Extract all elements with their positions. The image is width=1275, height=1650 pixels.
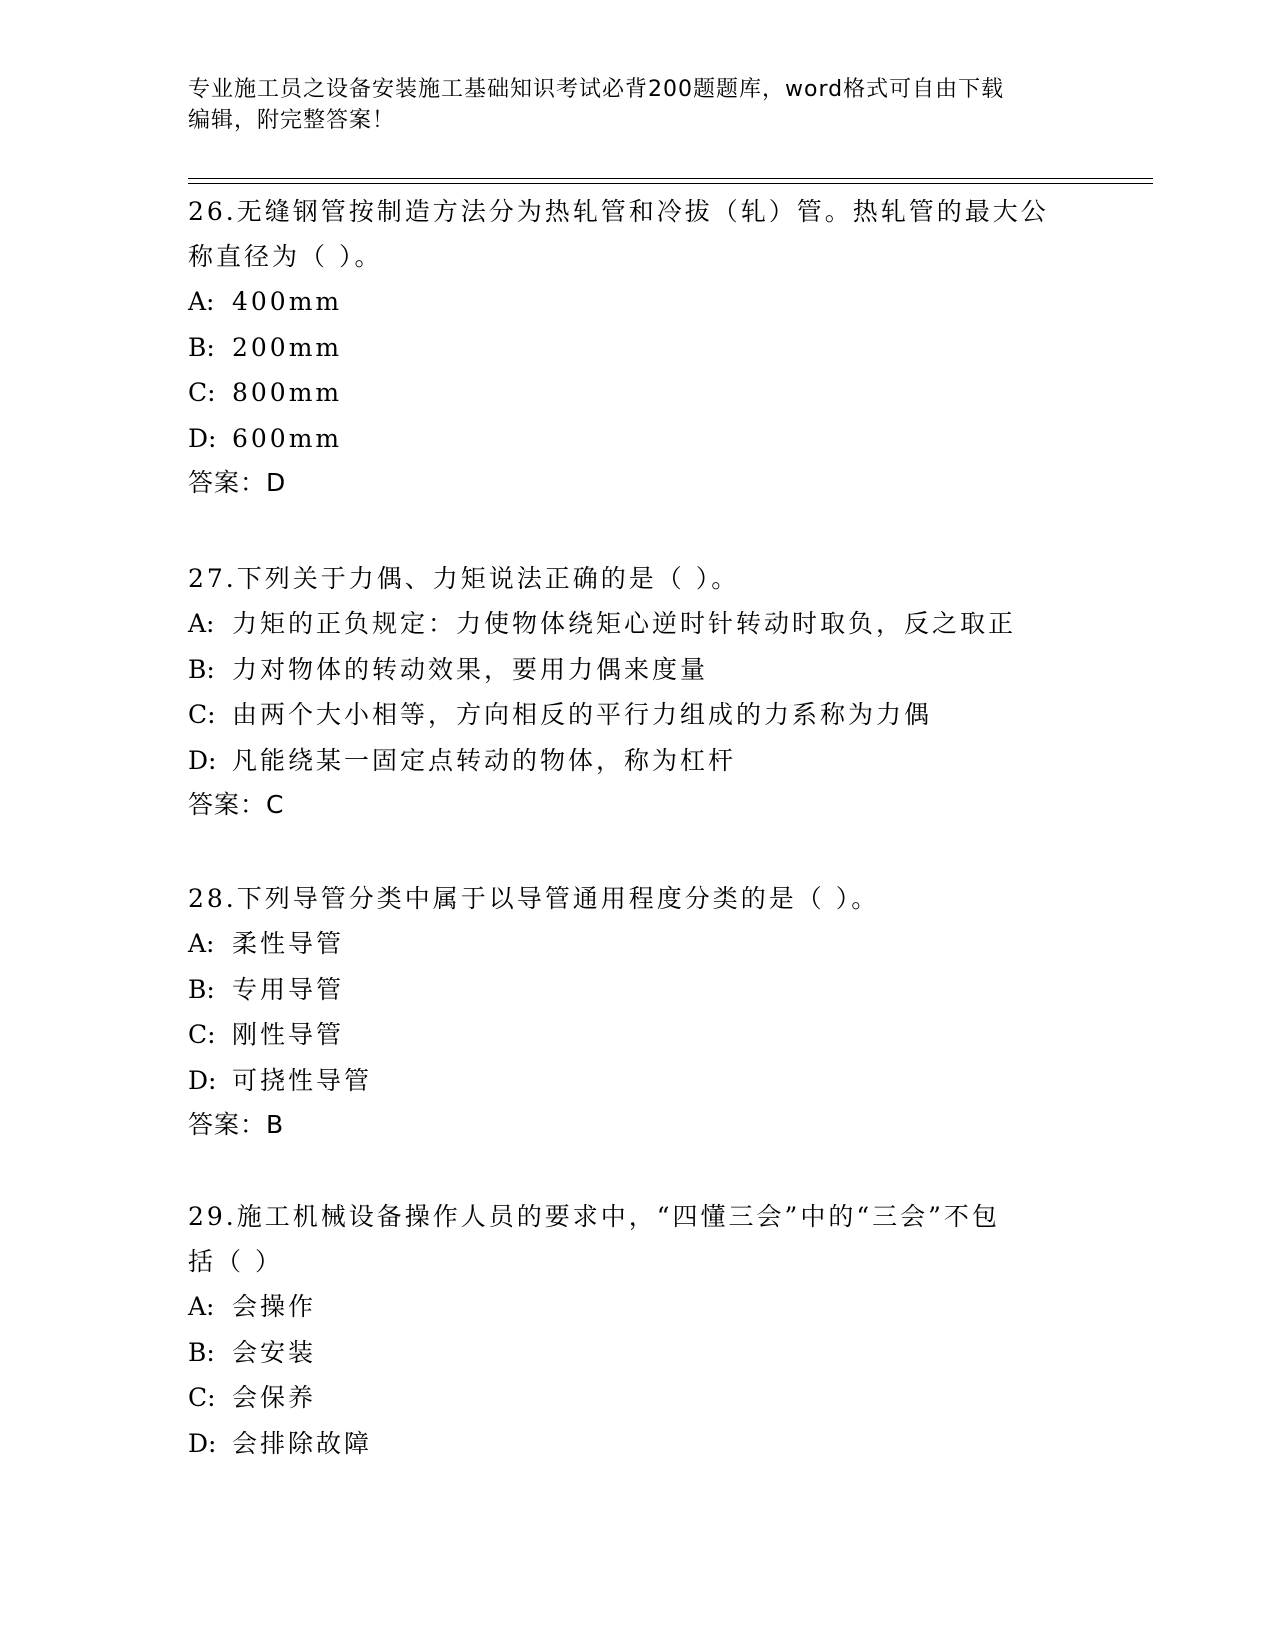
option-text: 会排除故障 [232,1428,373,1458]
question-text: 27.下列关于力偶、力矩说法正确的是（ ）。 [188,564,740,593]
option-letter: A: [188,1292,215,1321]
answer-line: 答案：D [188,468,287,497]
option-d [188,416,1088,462]
option-letter: A: [188,287,215,316]
option-text: 会操作 [232,1292,317,1321]
option-text: 刚性导管 [232,1020,345,1049]
option-d [188,738,1088,784]
option-text: 力矩的正负规定：力使物体绕矩心逆时针转动时取负，反之取正 [232,609,1017,638]
question-29 [188,1194,1088,1466]
option-a [188,1284,1088,1330]
header-divider-top [188,178,1153,179]
question-27 [188,556,1088,827]
option-text: 800mm [232,378,343,407]
answer-line: 答案：C [188,790,285,819]
option-letter: C: [188,700,216,729]
option-text: 会保养 [232,1383,317,1412]
option-letter: A: [188,929,215,958]
option-letter: B: [188,1337,215,1367]
option-letter: C: [188,1020,216,1049]
option-text: 会安装 [232,1337,317,1367]
option-c [188,1375,1088,1421]
question-text: 28.下列导管分类中属于以导管通用程度分类的是（ ）。 [188,884,880,913]
option-c [188,370,1088,416]
header-line-1: 专业施工员之设备安装施工基础知识考试必背200题题库，word格式可自由下载 [188,77,1005,102]
option-text: 柔性导管 [232,929,345,958]
header-line-2: 编辑，附完整答案！ [188,108,396,133]
question-28 [188,876,1088,1147]
option-letter: A: [188,609,215,638]
question-text: 29.施工机械设备操作人员的要求中，“四懂三会”中的“三会”不包 [188,1202,1000,1231]
option-d [188,1421,1088,1467]
answer-line: 答案：B [188,1110,285,1139]
question-text-continued: 括（ ） [188,1247,283,1276]
option-b [188,647,1088,693]
option-letter: D: [188,1065,217,1095]
question-text: 26.无缝钢管按制造方法分为热轧管和冷拔（轧）管。热轧管的最大公 [188,197,1049,226]
option-b [188,967,1088,1013]
question-text-continued: 称直径为（ ）。 [188,242,383,271]
option-letter: B: [188,332,215,362]
option-c [188,692,1088,738]
header-divider-bottom [188,183,1153,184]
option-text: 400mm [232,287,343,316]
option-text: 专用导管 [232,974,345,1004]
option-a [188,279,1088,325]
option-letter: D: [188,423,217,453]
option-letter: D: [188,745,217,775]
option-letter: B: [188,974,215,1004]
option-text: 凡能绕某一固定点转动的物体，称为杠杆 [232,745,737,775]
option-text: 600mm [232,423,343,453]
question-26 [188,189,1088,505]
option-text: 由两个大小相等，方向相反的平行力组成的力系称为力偶 [232,700,933,729]
option-letter: C: [188,378,216,407]
option-text: 可挠性导管 [232,1065,373,1095]
option-b [188,325,1088,371]
document-header [188,74,1088,136]
option-a [188,921,1088,967]
option-c [188,1012,1088,1058]
option-letter: D: [188,1428,217,1458]
option-b [188,1330,1088,1376]
option-text: 力对物体的转动效果，要用力偶来度量 [232,654,709,684]
option-letter: C: [188,1383,216,1412]
option-text: 200mm [232,332,343,362]
option-a [188,601,1088,647]
option-d [188,1058,1088,1104]
option-letter: B: [188,654,215,684]
